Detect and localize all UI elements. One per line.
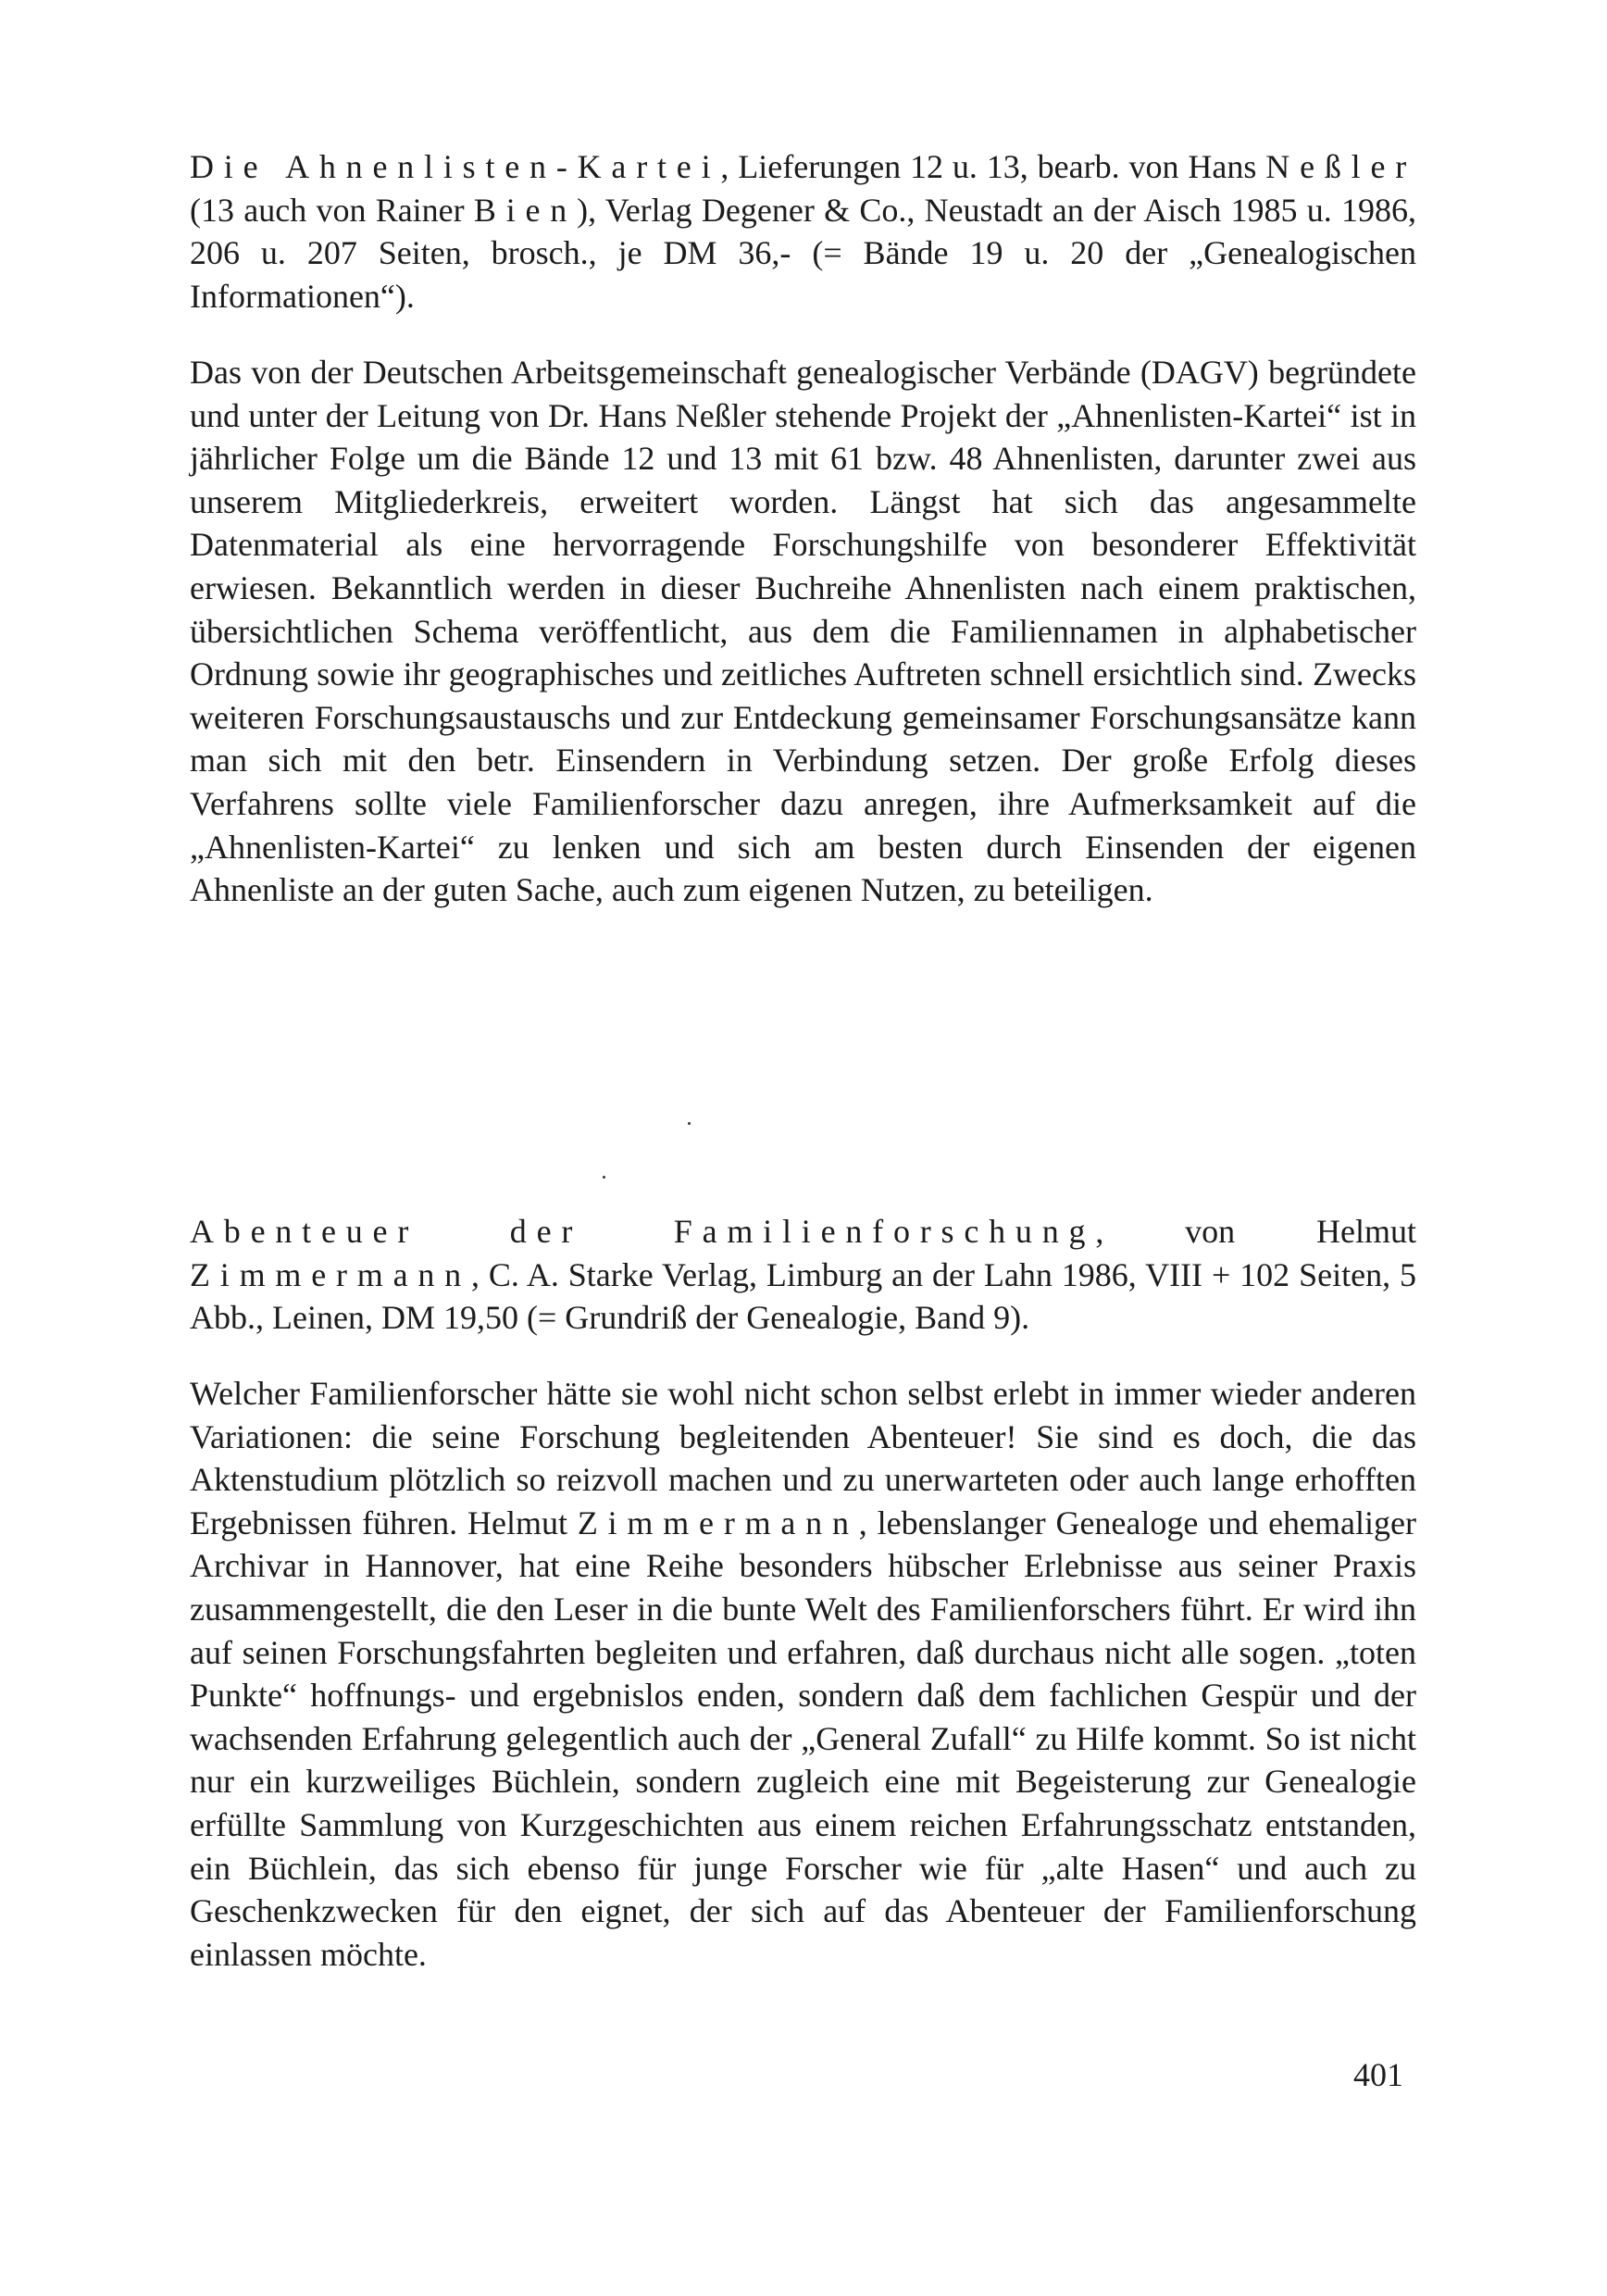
review-2-author-name-inline: Zimmermann xyxy=(577,1504,859,1541)
review-1-heading-text: , Lieferungen 12 u. 13, bearb. von Hans xyxy=(720,148,1266,185)
review-2-heading xyxy=(190,1210,1416,1340)
separator-dot xyxy=(688,1122,691,1125)
review-1-heading xyxy=(190,145,1416,318)
page-number: 401 xyxy=(1353,2056,1403,2093)
review-2-book-title: Abenteuer der Familienforschung xyxy=(190,1213,1096,1250)
review-2-body-text: Welcher Familienforscher hätte sie wohl nicht schon selbst erlebt in immer wieder anderen Variationen: die seine Forschung begleitenden Abenteuer! Sie sind es doch, die das Aktenstudium plötzlich so reizvoll machen und zu unerwarteten oder auch lange erhofften Ergebnissen führen. Helmut xyxy=(190,1375,1416,1541)
separator-dot xyxy=(603,1176,605,1179)
review-2-heading-text: , C. A. Starke Verlag, Limburg an der Lahn 1986, VIII + 102 Seiten, 5 Abb., Leinen, DM 19,50 (= Grundriß der Genealogie, Band 9). xyxy=(190,1255,1416,1337)
review-1-body: Das von der Deutschen Arbeitsgemeinschaft genealogischer Verbände (DAGV) begründete und unter der Leitung von Dr. Hans Neßler stehende Projekt der „Ahnenlisten-Kartei“ ist in jährlicher Folge um die Bände 12 und 13 mit 61 bzw. 48 Ahnenlisten, darunter zwei aus unserem Mitgliederkreis, erweitert worden. Längst hat sich das angesammelte Datenmaterial als eine hervorragende Forschungshilfe von besonderer Effektivität erwiesen. Bekanntlich werden in dieser Buchreihe Ahnenlisten nach einem praktischen, übersichtlichen Schema veröffentlicht, aus dem die Familiennamen in alphabetischer Ordnung sowie ihr geographisches und zeitliches Auftreten schnell ersichtlich sind. Zwecks weiteren Forschungsaustauschs und zur Entdeckung gemeinsamer Forschungsansätze kann man sich mit den betr. Einsendern in Verbindung setzen. Der große Erfolg dieses Verfahrens sollte viele Familienforscher dazu anregen, ihre Aufmerksamkeit auf die „Ahnenlisten-Kartei“ zu lenken und sich am besten durch Einsenden der eigenen Ahnenliste an der guten Sache, auch zum eigenen Nutzen, zu beteiligen. xyxy=(190,354,1416,909)
review-1-editor-name: Neßler xyxy=(1265,148,1417,185)
review-1-heading-text: ), Verlag Degener & Co., Neustadt an der Aisch 1985 u. 1986, 206 u. 207 Seiten, brosch., je DM 36,- (= Bände 19 u. 20 der „Genealogischen Informationen“). xyxy=(190,191,1416,315)
review-1-coeditor-name: Bien xyxy=(473,191,578,229)
review-2-body xyxy=(190,1372,1416,1976)
review-2-body-text: , lebenslanger Genealoge und ehemaliger Archivar in Hannover, hat eine Reihe besonders hübscher Erlebnisse aus seiner Praxis zusammengestellt, die den Leser in die bunte Welt des Familienforschers führt. Er wird ihn auf seinen Forschungsfahrten begleiten und erfahren, daß durchaus nicht alle sogen. „toten Punkte“ hoffnungs- und ergebnislos enden, sondern daß dem fachlichen Gespür und der wachsenden Erfahrung gelegentlich auch der „General Zufall“ zu Hilfe kommt. So ist nicht nur ein kurzweiliges Büchlein, sondern zugleich eine mit Begeisterung zur Genealogie erfüllte Sammlung von Kurzgeschichten aus einem reichen Erfahrungsschatz entstanden, ein Büchlein, das sich ebenso für junge Forscher wie für „alte Hasen“ und auch zu Geschenkzwecken für den eignet, der sich auf das Abenteuer der Familienforschung einlassen möchte. xyxy=(190,1504,1416,1973)
review-1-book-title: Die Ahnenlisten-Kartei xyxy=(190,148,721,185)
review-2-author-name: Zimmermann xyxy=(190,1255,471,1293)
review-2-heading-text: , von Helmut xyxy=(1095,1213,1416,1250)
review-1-heading-text: (13 auch von Rainer xyxy=(190,191,474,229)
